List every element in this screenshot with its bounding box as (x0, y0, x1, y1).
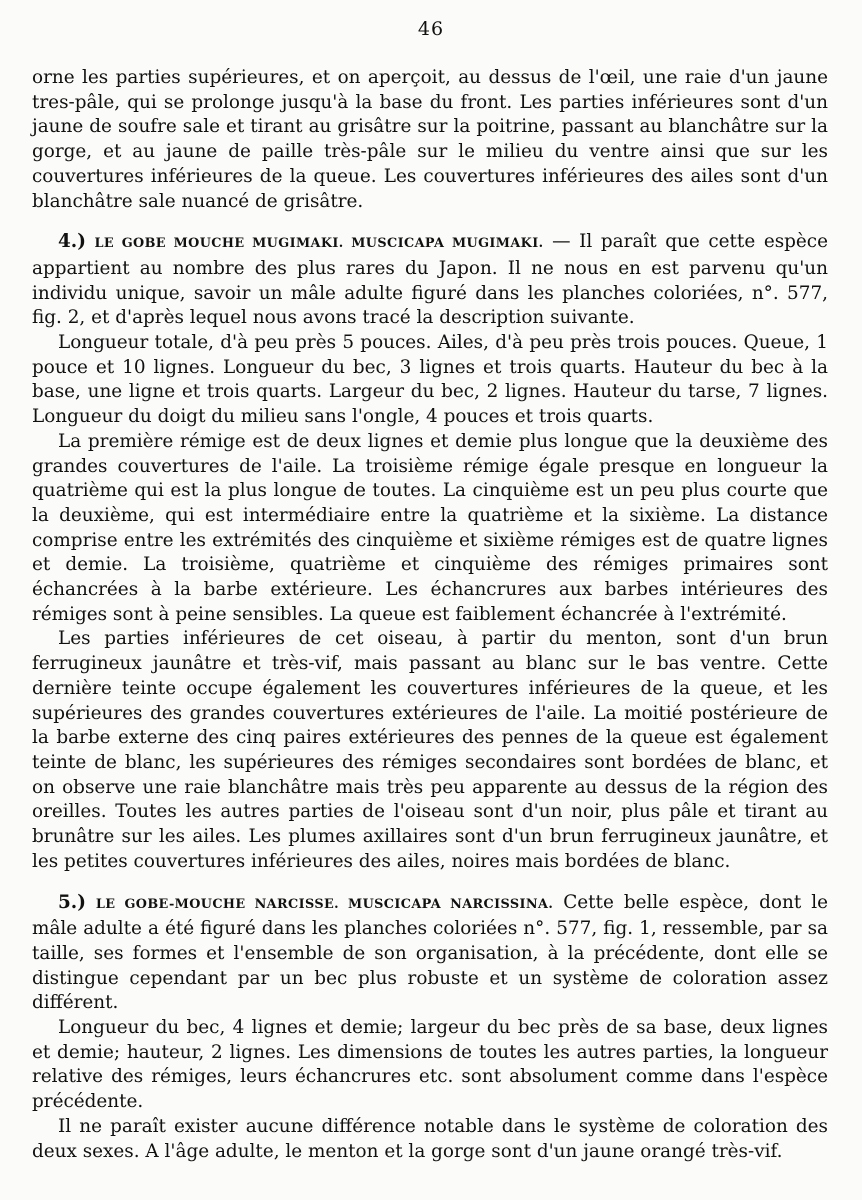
page-body (32, 66, 828, 1164)
species-entry-narcissina (32, 891, 828, 1017)
paragraph-text: orne les parties supérieures, et on aperçoit, au dessus de l'œil, une raie d'un jaune tres-pâle, qui se prolonge jusqu'à la base du front. Les parties inférieures sont d'un jaune de soufre sale et tirant au grisâtre sur la poitrine, passant au blanchâtre sur la gorge, et au jaune de paille très-pâle sur le milieu du ventre ainsi que sur les couvertures inférieures de la queue. Les couvertures inférieures des ailes sont d'un blanchâtre sale nuancé de grisâtre. (32, 67, 828, 212)
paragraph-text: Il ne paraît exister aucune différence notable dans le système de coloration des deux sexes. A l'âge adulte, le menton et la gorge sont d'un jaune orangé très-vif. (32, 1115, 828, 1162)
paragraph-text: Longueur totale, d'à peu près 5 pouces. Ailes, d'à peu près trois pouces. Queue, 1 pouce et 10 lignes. Longueur du bec, 3 lignes et trois quarts. Hauteur du bec à la base, une ligne et trois quarts. Largeur du bec, 2 lignes. Hauteur du tarse, 7 lignes. Longueur du doigt du milieu sans l'ongle, 4 pouces et trois quarts. (32, 332, 828, 428)
species-heading: LE GOBE MOUCHE MUGIMAKI. MUSCICAPA MUGIMAKI. (94, 236, 544, 252)
paragraph-text: — Il paraît que cette espèce appartient au nombre des plus rares du Japon. Il ne nous en est parvenu qu'un individu unique, savoir un mâle adulte figuré dans les planches coloriées, n°. 577, fig. 2, et d'après lequel nous avons tracé la description suivante. (32, 231, 828, 329)
paragraph-text: La première rémige est de deux lignes et demie plus longue que la deuxième des grandes couvertures de l'aile. La troisième rémige égale presque en longueur la quatrième qui est la plus longue de toutes. La cinquième est un peu plus courte que la deuxième, qui est intermédiaire entre la quatrième et la sixième. La distance comprise entre les extrémités des cinquième et sixième rémiges est de quatre lignes et demie. La troisième, quatrième et cinquième des rémiges primaires sont échancrées à la barbe extérieure. Les échancrures aux barbes intérieures des rémiges sont à peine sensibles. La queue est faiblement échancrée à l'extrémité. (32, 430, 828, 625)
page-number: 46 (417, 18, 445, 40)
paragraph-continuation (32, 66, 828, 214)
species-number: 4.) (58, 231, 86, 253)
paragraph-text: Les parties inférieures de cet oiseau, à partir du menton, sont d'un brun ferrugineux jaunâtre et très-vif, mais passant au blanc sur le bas ventre. Cette dernière teinte occupe également les couvertures inférieures de la queue, et les supérieures des grandes couvertures extérieures de l'aile. La moitié postérieure de la barbe externe des cinq paires extérieures des pennes de la queue est également teinte de blanc, les supérieures des rémiges secondaires sont bordées de blanc, et on observe une raie blanchâtre mais très peu apparente au dessus de la région des oreilles. Toutes les autres parties de l'oiseau sont d'un noir, plus pâle et tirant au brunâtre sur les ailes. Les plumes axillaires sont d'un brun ferrugineux jaunâtre, et les petites couvertures inférieures des ailes, noires mais bordées de blanc. (32, 628, 828, 872)
paragraph-measurements (32, 331, 828, 430)
species-entry-mugimaki (32, 230, 828, 331)
species-heading: LE GOBE-MOUCHE NARCISSE. MUSCICAPA NARCISSINA. (95, 896, 554, 912)
paragraph-measurements-narcissina (32, 1016, 828, 1115)
paragraph-text: Cette belle espèce, dont le mâle adulte a été figuré dans les planches coloriées n°. 577, fig. 1, ressemble, par sa taille, ses formes et l'ensemble de son organisation, à la précédente, dont elle se distingue cependant par un bec plus robuste et un système de coloration assez différent. (32, 891, 828, 1014)
paragraph-sexes (32, 1115, 828, 1164)
paragraph-remiges (32, 430, 828, 628)
paragraph-coloration (32, 627, 828, 874)
paragraph-text: Longueur du bec, 4 lignes et demie; largeur du bec près de sa base, deux lignes et demie; hauteur, 2 lignes. Les dimensions de toutes les autres parties, la longueur relative des rémiges, leurs échancrures etc. sont absolument comme dans l'espèce précédente. (32, 1017, 828, 1113)
species-number: 5.) (58, 891, 86, 913)
